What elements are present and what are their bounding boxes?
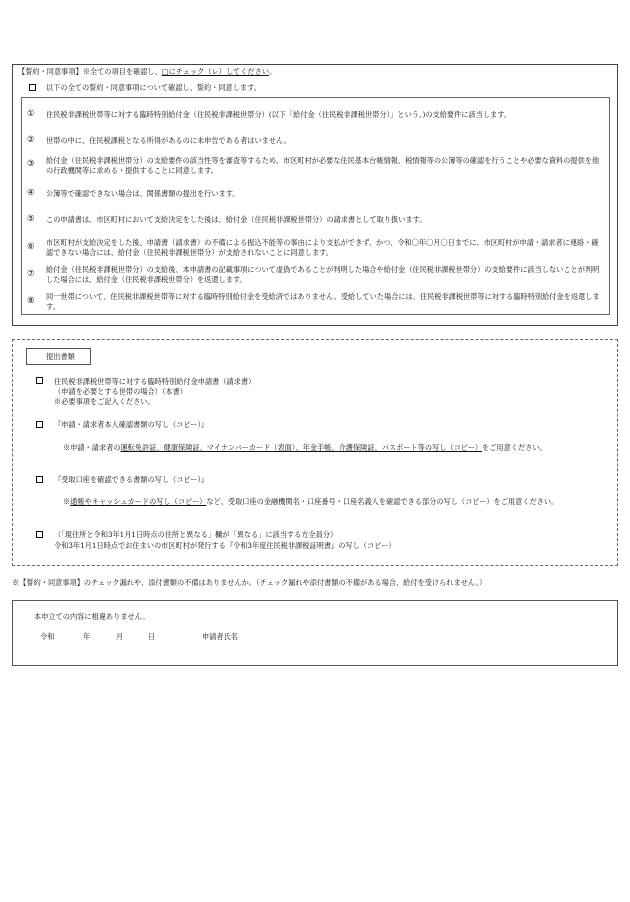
doc3-title: 『受取口座を確認できる書類の写し（コピー）』	[54, 475, 209, 484]
doc2-note	[63, 443, 547, 452]
doc1-line1: 住民税非課税世帯等に対する臨時特別給付金申請書（請求書）	[54, 377, 256, 386]
doc2-title: 『申請・請求者本人確認書類の写し（コピー）』	[54, 420, 209, 429]
item-number: ②	[27, 135, 35, 145]
consent-item-6: 市区町村が支給決定をした後、申請書（請求書）の不備による振込不能等の事由により支払ができず、かつ、令和〇年〇月〇日までに、市区町村が申請・請求者に連絡・確認できない場合には、給付金（住民税非課税世帯分）が支給されないことに同意します。	[46, 238, 599, 257]
doc2-note-post: をご用意ください。	[482, 443, 547, 452]
doc3-note-bankbook: 通帳やキャッシュカードの写し（コピー）	[70, 497, 207, 506]
notice-text: ※【誓約・同意事項】のチェック漏れや、添付書類の不備はありませんか。（チェック漏れや添付書類の不備がある場合、給付を受けられません。）	[12, 578, 487, 587]
check-all-checkbox[interactable]	[29, 84, 36, 91]
item-number: ⑤	[27, 214, 35, 224]
doc4-line2: 令和3年1月1日時点でお住まいの市区町村が発行する『令和3年度住民税非課税証明書』の写し（コピー）	[54, 541, 396, 550]
declaration-statement: 本申立ての内容に相違ありません。	[34, 612, 150, 621]
doc1-line2: （申請を必要とする世帯の場合）（本書）	[54, 387, 187, 396]
item-number: ⑥	[27, 242, 35, 252]
consent-item-4: 公簿等で確認できない場合は、関係書類の提出を行います。	[46, 189, 240, 198]
doc3-note-pre: ※	[63, 497, 71, 506]
consent-item-5: この申請書は、市区町村において支給決定をした後は、給付金（住民税非課税世帯分）の請求書として取り扱います。	[46, 215, 427, 224]
consent-item-8: 同一世帯について、住民税非課税世帯等に対する臨時特別給付金を受給済ではありません。受給していた場合には、住民税非課税世帯等に対する臨時特別給付金を返還します。	[46, 292, 600, 311]
item-number: ④	[27, 188, 35, 198]
date-month-label: 月	[116, 632, 124, 641]
consent-header-end: 。	[268, 67, 277, 76]
consent-header-text: 【誓約・同意事項】※全ての項目を確認し、	[18, 67, 162, 76]
doc3-note-post: など、受取口座の金融機関名・口座番号・口座名義人を確認できる部分の写し（コピー）をご用意ください。	[206, 497, 559, 506]
doc2-note-pre: ※申請・請求者の	[63, 443, 121, 452]
doc1-checkbox[interactable]	[36, 377, 43, 384]
consent-header	[18, 67, 276, 76]
applicant-name-label: 申請者氏名	[202, 632, 238, 641]
consent-item-3: 給付金（住民税非課税世帯分）の支給要件の該当性等を審査等するため、市区町村が必要な住民基本台帳情報、税情報等の公簿等の確認を行うことや必要な資料の提供を他の行政機関等に求める・提供することに同意します。	[46, 156, 600, 175]
consent-header-check-instruction: □にチェック（レ）してください	[161, 67, 269, 76]
doc2-checkbox[interactable]	[36, 421, 43, 428]
consent-item-1: 住民税非課税世帯等に対する臨時特別給付金（住民税非課税世帯分）(以下「給付金（住民税非課税世帯分）」という。)の支給要件に該当します。	[46, 110, 512, 119]
item-number: ⑧	[27, 296, 35, 306]
doc3-checkbox[interactable]	[36, 476, 43, 483]
item-number: ⑦	[27, 269, 35, 279]
date-era-label: 令和	[40, 632, 55, 641]
date-day-label: 日	[148, 632, 156, 641]
consent-item-2: 世帯の中に、住民税課税となる所得があるのに未申告である者はいません。	[46, 136, 291, 145]
item-number: ③	[27, 159, 35, 169]
doc4-line1: （「現住所と令和3年1月1日時点の住所と異なる」欄が「異なる」に該当する方全員分）	[54, 530, 338, 539]
doc3-note	[63, 497, 591, 507]
doc1-line3: ※必要事項をご記入ください。	[54, 397, 155, 406]
documents-title: 提出書類	[46, 352, 75, 361]
doc2-note-id-list: 運転免許証、健康保険証、マイナンバーカード（表面）、年金手帳、介護保険証、パスポート等の写し（コピー）	[120, 443, 483, 452]
item-number: ①	[27, 109, 35, 119]
declaration-section	[12, 600, 618, 666]
check-all-label: 以下の全ての誓約・同意事項について確認し、誓約・同意します。	[46, 83, 261, 92]
date-year-label: 年	[83, 632, 91, 641]
doc4-checkbox[interactable]	[36, 531, 43, 538]
consent-item-7: 給付金（住民税非課税世帯分）の支給後、本申請書の記載事項について虚偽であることが判明した場合や給付金（住民税非課税世帯分）の支給要件に該当しないことが判明した場合には、給付金（住民税非課税世帯分）を返還します。	[46, 265, 600, 284]
